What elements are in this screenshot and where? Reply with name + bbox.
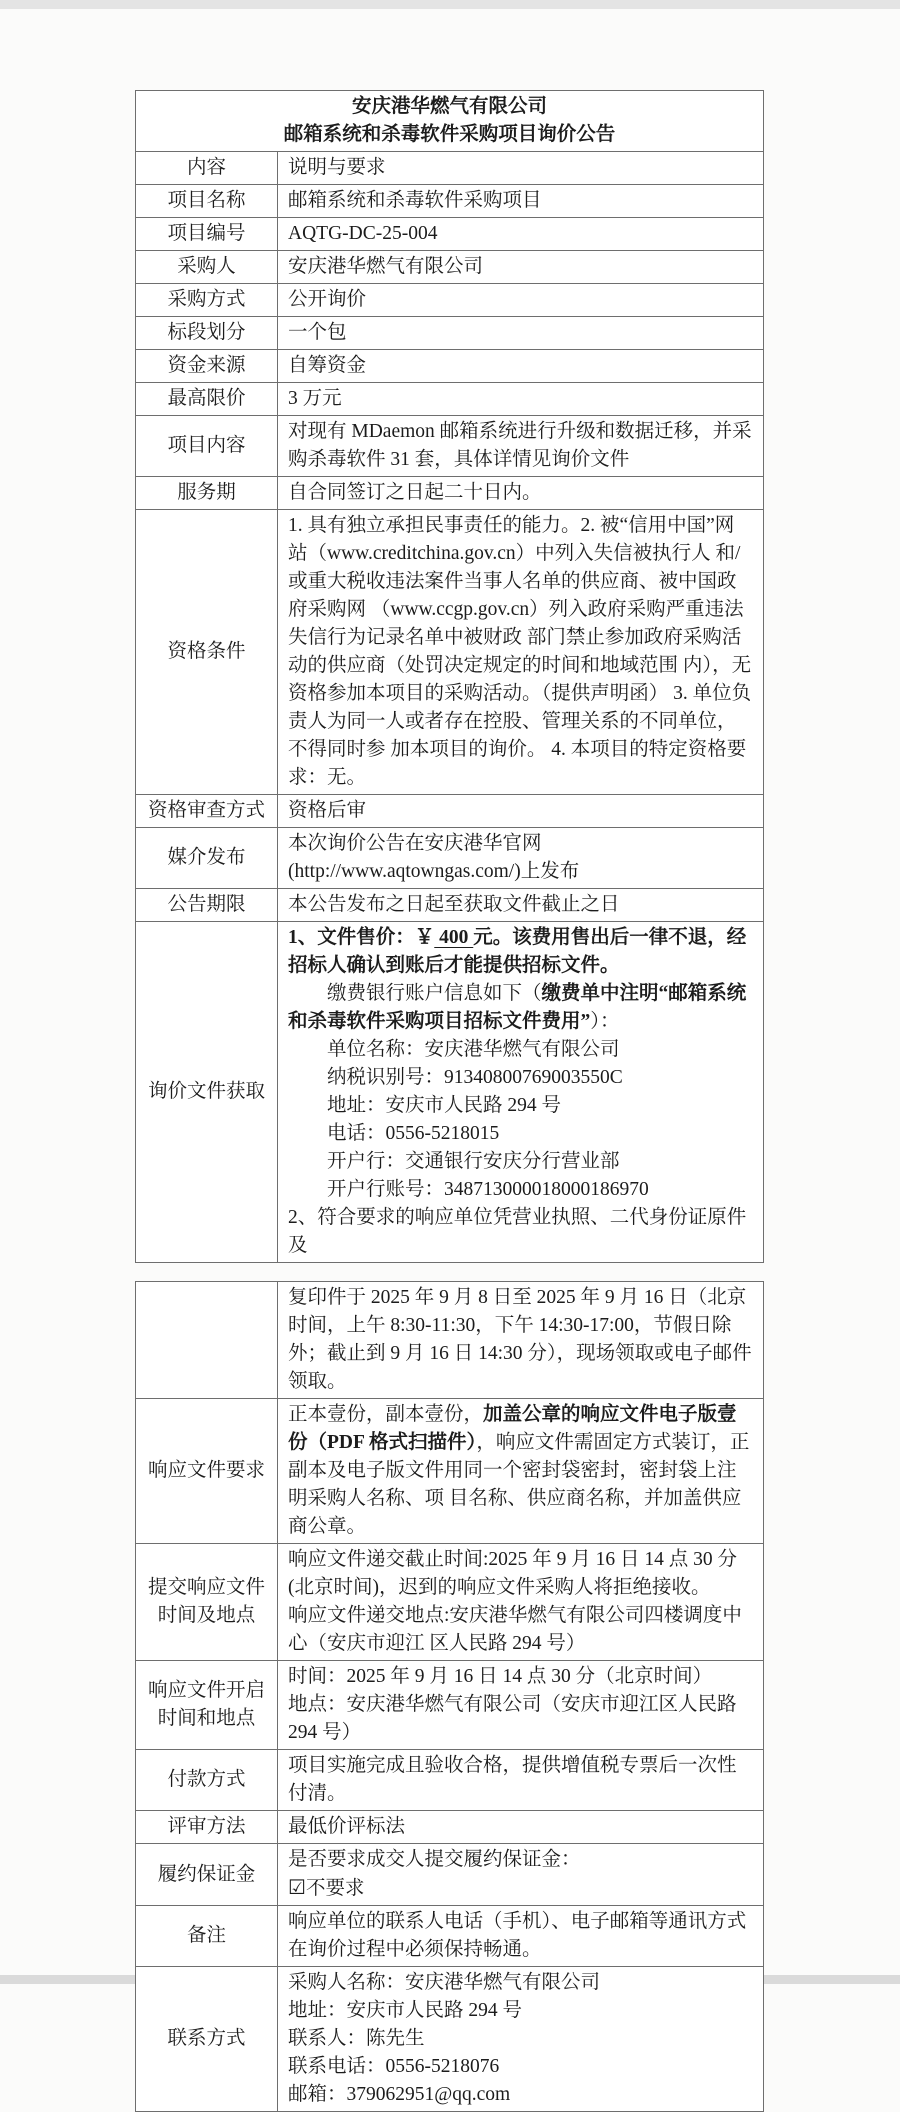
row-value: [278, 922, 764, 1263]
table-row-purchaser: [136, 251, 764, 284]
row-label: 资金来源: [136, 350, 278, 383]
bank-line-tax-id: 纳税识别号：91340800769003550C: [327, 1067, 623, 1088]
row-label: 评审方法: [136, 1811, 278, 1844]
table-row-title: [136, 91, 764, 152]
row-value: 3 万元: [278, 383, 764, 416]
table-row-notice-period: [136, 889, 764, 922]
row-label: 备注: [136, 1906, 278, 1967]
price-suffix: 元。该费用售出后一律不退，经招标人确认到账后才能提供招标文件。: [288, 927, 747, 976]
bank-line-account: 开户行账号：348713000018000186970: [327, 1179, 649, 1200]
submission-label-line2: 时间及地点: [157, 1605, 256, 1626]
row-label: 采购人: [136, 251, 278, 284]
row-value: 响应单位的联系人电话（手机）、电子邮箱等通讯方式在询价过程中必须保持畅通。: [278, 1906, 764, 1967]
table-row-funding: [136, 350, 764, 383]
row-label: [136, 1544, 278, 1661]
bond-answer: 不要求: [305, 1878, 365, 1899]
row-label-empty: [136, 1282, 278, 1399]
announcement-table-page2: [135, 1281, 764, 2112]
response-req-bold: 加盖公章的响应文件电子版壹份（PDF 格式扫描件）: [288, 1404, 737, 1453]
table-row-content: [136, 152, 764, 185]
row-value: AQTG-DC-25-004: [278, 218, 764, 251]
table-row-method: [136, 284, 764, 317]
row-label: 内容: [136, 152, 278, 185]
bank-line-company: 单位名称：安庆港华燃气有限公司: [327, 1039, 620, 1060]
table-row-project-name: [136, 185, 764, 218]
row-value: 1. 具有独立承担民事责任的能力。2. 被“信用中国”网站（www.creditchina.gov.cn）中列入失信被执行人 和/或重大税收违法案件当事人名单的供应商、被中国政府采购网 （www.ccgp.gov.cn）列入政府采购严重违法失信行为记录名单中被财政 部门禁止参加政府采购活动的供应商（处罚决定规定的时间和地域范围 内），无资格参加本项目的采购活动。（提供声明函） 3. 单位负责人为同一人或者存在控股、管理关系的不同单位，不得同时参 加本项目的询价。 4. 本项目的特定资格要求：无。: [278, 510, 764, 795]
row-label: 服务期: [136, 477, 278, 510]
row-value: 公开询价: [278, 284, 764, 317]
table-row-contact: [136, 1967, 764, 2112]
table-row-media: [136, 828, 764, 889]
bank-line-bank: 开户行：交通银行安庆分行营业部: [327, 1151, 620, 1172]
row-label: 询价文件获取: [136, 922, 278, 1263]
row-value: [278, 1844, 764, 1906]
title-company: 安庆港华燃气有限公司: [351, 96, 547, 117]
table-row-scope: [136, 416, 764, 477]
contact-line-purchaser: 采购人名称：安庆港华燃气有限公司: [288, 1972, 601, 1993]
row-label: 标段划分: [136, 317, 278, 350]
bank-intro-open: 缴费银行账户信息如下（: [327, 983, 542, 1004]
contact-line-person: 联系人：陈先生: [288, 2028, 425, 2049]
contact-line-email: 邮箱：379062951@qq.com: [288, 2084, 511, 2105]
opening-time: 时间：2025 年 9 月 16 日 14 点 30 分（北京时间）: [288, 1666, 713, 1687]
row-value: [278, 1399, 764, 1544]
table-row-qualification-review: [136, 795, 764, 828]
bank-line-phone: 电话：0556-5218015: [327, 1123, 500, 1144]
row-value: 本公告发布之日起至获取文件截止之日: [278, 889, 764, 922]
submission-place: 响应文件递交地点:安庆港华燃气有限公司四楼调度中心（安庆市迎江 区人民路 294 号）: [288, 1605, 742, 1654]
bank-intro-bold: 缴费单中注明“邮箱系统和杀毒软件采购项目招标文件费用”: [288, 983, 747, 1032]
submission-deadline: 响应文件递交截止时间:2025 年 9 月 16 日 14 点 30 分(北京时间)，迟到的响应文件采购人将拒绝接收。: [288, 1549, 738, 1598]
media-url-line: (http://www.aqtowngas.com/)上发布: [288, 861, 580, 882]
table-row-max-price: [136, 383, 764, 416]
row-value: 说明与要求: [278, 152, 764, 185]
document-title-cell: [136, 91, 764, 152]
scan-edge-top: [0, 0, 900, 9]
announcement-table-page1: [135, 90, 764, 1263]
page-break-gap: [135, 1263, 765, 1281]
row-label: 公告期限: [136, 889, 278, 922]
doc-obtain-item2: 2、符合要求的响应单位凭营业执照、二代身份证原件及: [288, 1207, 747, 1256]
row-value: 对现有 MDaemon 邮箱系统进行升级和数据迁移，并采购杀毒软件 31 套，具体详情见询价文件: [278, 416, 764, 477]
row-value: 最低价评标法: [278, 1811, 764, 1844]
table-row-doc-obtain-continued: [136, 1282, 764, 1399]
response-req-seg1: 正本壹份，副本壹份，: [288, 1404, 484, 1425]
bond-answer-line: [288, 1874, 753, 1903]
opening-label-line2: 时间和地点: [157, 1708, 256, 1729]
row-label: 项目名称: [136, 185, 278, 218]
opening-label-line1: 响应文件开启: [147, 1680, 265, 1701]
submission-label-line1: 提交响应文件: [147, 1577, 265, 1598]
row-value: 自筹资金: [278, 350, 764, 383]
row-value: 邮箱系统和杀毒软件采购项目: [278, 185, 764, 218]
table-row-lots: [136, 317, 764, 350]
doc-price-paragraph: [288, 924, 753, 980]
row-label: 联系方式: [136, 1967, 278, 2112]
row-label: 最高限价: [136, 383, 278, 416]
row-label: 采购方式: [136, 284, 278, 317]
title-announcement: 邮箱系统和杀毒软件采购项目询价公告: [283, 124, 616, 145]
price-amount: 400: [434, 927, 474, 948]
row-value: [278, 1544, 764, 1661]
row-label: 项目编号: [136, 218, 278, 251]
row-value: 项目实施完成且验收合格，提供增值税专票后一次性付清。: [278, 1750, 764, 1811]
bank-intro-close: ）：: [590, 1011, 620, 1032]
document-sheet: [135, 90, 765, 2112]
row-label: 付款方式: [136, 1750, 278, 1811]
row-label: 项目内容: [136, 416, 278, 477]
response-req-seg2: ，响应文件需固定方式装订，正副本及电子版文件用同一个密封袋密封，密封袋上注明采购人名称、项 目名称、供应商名称，并加盖供应商公章。: [288, 1432, 750, 1537]
table-row-evaluation: [136, 1811, 764, 1844]
table-row-opening: [136, 1661, 764, 1750]
price-prefix: 1、文件售价：￥: [288, 927, 435, 948]
bank-intro-paragraph: [288, 980, 753, 1036]
table-row-remarks: [136, 1906, 764, 1967]
row-label: 资格审查方式: [136, 795, 278, 828]
contact-line-phone: 联系电话：0556-5218076: [288, 2056, 500, 2077]
row-value: 安庆港华燃气有限公司: [278, 251, 764, 284]
checked-checkbox-icon: ☑: [288, 1877, 306, 1899]
row-value: 一个包: [278, 317, 764, 350]
table-row-submission: [136, 1544, 764, 1661]
row-value: 复印件于 2025 年 9 月 8 日至 2025 年 9 月 16 日（北京时间，上午 8:30-11:30，下午 14:30-17:00，节假日除外；截止到 9 月 16 日 14:30 分），现场领取或电子邮件领取。: [278, 1282, 764, 1399]
opening-place: 地点：安庆港华燃气有限公司（安庆市迎江区人民路 294 号）: [288, 1694, 737, 1743]
table-row-qualification: [136, 510, 764, 795]
row-label: 响应文件要求: [136, 1399, 278, 1544]
row-value: [278, 1661, 764, 1750]
row-label: 媒介发布: [136, 828, 278, 889]
bank-line-address: 地址：安庆市人民路 294 号: [327, 1095, 562, 1116]
contact-line-address: 地址：安庆市人民路 294 号: [288, 2000, 523, 2021]
table-row-bond: [136, 1844, 764, 1906]
row-value: [278, 828, 764, 889]
table-row-project-number: [136, 218, 764, 251]
row-label: [136, 1661, 278, 1750]
bond-question: 是否要求成交人提交履约保证金：: [288, 1849, 581, 1870]
row-value: 资格后审: [278, 795, 764, 828]
table-row-payment: [136, 1750, 764, 1811]
table-row-doc-obtain: [136, 922, 764, 1263]
row-label: 资格条件: [136, 510, 278, 795]
table-row-service-period: [136, 477, 764, 510]
media-line1: 本次询价公告在安庆港华官网: [288, 833, 542, 854]
row-value: 自合同签订之日起二十日内。: [278, 477, 764, 510]
row-value: [278, 1967, 764, 2112]
row-label: 履约保证金: [136, 1844, 278, 1906]
table-row-response-requirements: [136, 1399, 764, 1544]
